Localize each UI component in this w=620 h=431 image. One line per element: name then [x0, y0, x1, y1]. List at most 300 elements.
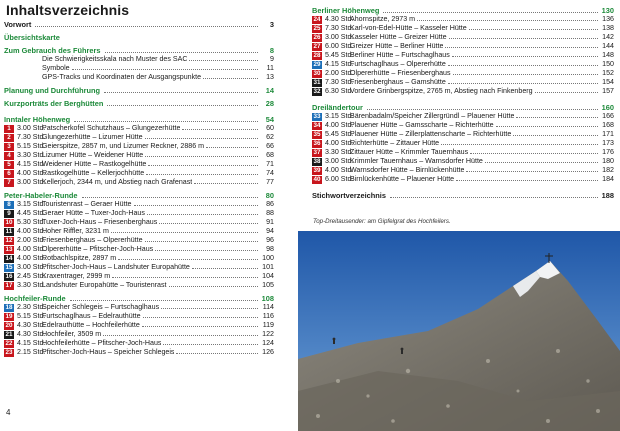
tour-number-badge: 3 [4, 143, 14, 151]
tour-duration: 3.00 Std. [325, 33, 354, 41]
tour-duration: 4.30 Std. [17, 321, 46, 329]
tour-number-badge: 7 [4, 179, 14, 187]
toc-tour-entry[interactable] [4, 178, 274, 187]
toc-page-number: 77 [266, 178, 274, 186]
dot-leader [103, 335, 258, 336]
toc-page-number: 94 [266, 227, 274, 235]
toc-entry-label: Planung und Durchführung [4, 86, 101, 95]
toc-page-number: 60 [266, 124, 274, 132]
tour-duration: 4.00 Std. [17, 169, 46, 177]
tour-number-badge: 18 [5, 304, 13, 311]
toc-page-number: 176 [602, 148, 614, 156]
tour-number-badge: 35 [313, 131, 321, 138]
toc-tour-entry[interactable] [4, 142, 274, 151]
toc-entry-label: Vordere Grinbergspitze, 2765 m, Abstieg nach Finkenberg [350, 87, 533, 95]
toc-page-number: 9 [270, 55, 274, 63]
toc-entry-label: Richterhütte – Zittauer Hütte [350, 139, 440, 147]
tour-duration: 2.30 Std. [17, 303, 46, 311]
tour-duration: 7.30 Std. [325, 24, 354, 32]
tour-duration: 5.45 Std. [325, 130, 354, 138]
toc-tour-entry[interactable] [4, 209, 274, 218]
tour-number-badge: 11 [5, 228, 13, 235]
tour-duration: 5.45 Std. [325, 51, 354, 59]
tour-number-badge: 10 [5, 219, 13, 226]
toc-page-number: 74 [266, 169, 274, 177]
toc-section-heading[interactable] [4, 33, 274, 42]
toc-tour-entry[interactable] [312, 139, 614, 148]
toc-page-number: 119 [262, 321, 274, 329]
toc-entry-label: Dreiländertour [312, 103, 363, 112]
tour-number-badge: 8 [4, 201, 14, 209]
dot-leader [146, 174, 258, 175]
toc-subentry[interactable] [4, 55, 274, 64]
tour-number-badge: 32 [313, 88, 321, 95]
toc-entry-label: Greizer Hütte – Berliner Hütte [350, 42, 444, 50]
toc-tour-entry[interactable] [4, 263, 274, 272]
toc-tour-entry[interactable] [312, 166, 614, 175]
toc-page-number: 144 [602, 42, 614, 50]
tour-duration: 4.00 Std. [325, 139, 354, 147]
tour-duration: 3.00 Std. [325, 157, 354, 165]
toc-page-number: 157 [602, 87, 614, 95]
toc-page-number: 86 [266, 200, 274, 208]
toc-page-number: 54 [265, 115, 274, 124]
tour-duration: 6.00 Std. [325, 42, 354, 50]
tour-number-badge: 34 [313, 122, 321, 129]
dot-leader [104, 92, 258, 93]
toc-tour-entry[interactable] [4, 281, 274, 290]
dot-leader [448, 83, 598, 84]
toc-entry-label: Krimmler Tauernhaus – Warnsdorfer Hütte [350, 157, 483, 165]
toc-entry-label: Furtschaglhaus – Olpererhütte [350, 60, 446, 68]
tour-number-badge: 25 [313, 25, 321, 32]
toc-entry-label: Warnsdorfer Hütte – Birnlückenhütte [350, 166, 465, 174]
dot-leader [145, 138, 258, 139]
toc-entry-label: Tuxer-Joch-Haus – Friesenberghaus [42, 218, 158, 226]
toc-tour-entry[interactable] [4, 151, 274, 160]
dot-leader [161, 308, 258, 309]
toc-entry-label: Kraxentrager, 2999 m [42, 272, 111, 280]
toc-section-heading[interactable] [4, 191, 274, 200]
toc-page-number: 104 [262, 272, 274, 280]
tour-number-badge: 6 [4, 170, 14, 178]
toc-tour-entry[interactable] [312, 15, 614, 24]
dot-leader [145, 241, 258, 242]
toc-page-number: 188 [601, 191, 614, 200]
dot-leader [516, 117, 598, 118]
toc-page-number: 66 [266, 142, 274, 150]
toc-tour-entry[interactable] [4, 245, 274, 254]
tour-duration: 7.30 Std. [17, 133, 46, 141]
tour-duration: 4.45 Std. [17, 209, 46, 217]
toc-tour-entry[interactable] [4, 200, 274, 209]
toc-entry-label: Karl-von-Edel-Hütte – Kasseler Hütte [350, 24, 467, 32]
toc-entry-label: Bärenbadalm/Speicher Zillergründl – Plauener Hütte [350, 112, 515, 120]
tour-duration: 4.15 Std. [17, 160, 46, 168]
toc-left-column [4, 20, 274, 357]
tour-duration: 3.15 Std. [325, 112, 354, 120]
dot-leader [203, 78, 258, 79]
tour-duration: 2.00 Std. [325, 69, 354, 77]
toc-tour-entry[interactable] [312, 51, 614, 60]
dot-leader [513, 135, 598, 136]
toc-entry-label: Friesenberghaus – Gamshütte [350, 78, 446, 86]
tour-number-badge: 17 [5, 282, 13, 289]
tour-number-badge: 31 [313, 79, 321, 86]
toc-tour-entry[interactable] [4, 321, 274, 330]
toc-page-number: 124 [262, 339, 274, 347]
dot-leader [70, 300, 258, 301]
toc-subentry[interactable] [4, 64, 274, 73]
tour-duration: 5.30 Std. [17, 218, 46, 226]
toc-entry-label: Edelrauthütte – Hochfeilerhütte [42, 321, 140, 329]
dot-leader [159, 223, 258, 224]
toc-tour-entry[interactable] [312, 87, 614, 96]
dot-leader [134, 205, 259, 206]
toc-entry-label: Hochfeiler, 3509 m [42, 330, 102, 338]
tour-duration: 4.00 Std. [17, 227, 46, 235]
tour-duration: 3.00 Std. [17, 178, 46, 186]
tour-duration: 2.45 Std. [17, 272, 46, 280]
toc-page-number: 80 [265, 191, 274, 200]
toc-page-number: 152 [602, 69, 614, 77]
toc-tour-entry[interactable] [312, 157, 614, 166]
toc-tour-entry[interactable] [312, 78, 614, 87]
tour-number-badge: 38 [313, 158, 321, 165]
toc-entry-label: Hochfeiler-Runde [4, 294, 66, 303]
tour-number-badge: 24 [313, 16, 321, 23]
tour-duration: 4.15 Std. [17, 339, 46, 347]
dot-leader [453, 74, 598, 75]
toc-entry-label: Berliner Höhenweg [312, 6, 380, 15]
toc-section-heading[interactable] [4, 294, 274, 303]
toc-page-number: 184 [602, 175, 614, 183]
tour-duration: 4.15 Std. [325, 60, 354, 68]
toc-entry-label: Furtschaglhaus – Edelrauthütte [42, 312, 141, 320]
spacer [4, 108, 274, 115]
toc-tour-entry[interactable] [4, 254, 274, 263]
toc-entry-label: Lizumer Hütte – Weidener Hütte [42, 151, 144, 159]
toc-tour-entry[interactable] [312, 121, 614, 130]
toc-page-number: 114 [262, 303, 274, 311]
toc-entry-label: Geraer Hütte – Tuxer-Joch-Haus [42, 209, 145, 217]
toc-tour-entry[interactable] [312, 60, 614, 69]
toc-tour-entry[interactable] [4, 169, 274, 178]
photo-caption: Top-Dreitausender: am Gipfelgrat des Hochfeilers. [313, 218, 451, 225]
tour-duration: 6.00 Std. [325, 175, 354, 183]
toc-entry-label: Speicher Schlegeis – Furtschaglhaus [42, 303, 160, 311]
tour-duration: 4.00 Std. [325, 166, 354, 174]
toc-tour-entry[interactable] [312, 42, 614, 51]
toc-tour-entry[interactable] [4, 339, 274, 348]
dot-leader [383, 12, 598, 13]
dot-leader [142, 326, 258, 327]
tour-duration: 5.15 Std. [17, 312, 46, 320]
dot-leader [107, 105, 258, 106]
toc-tour-entry[interactable] [4, 303, 274, 312]
toc-tour-entry[interactable] [312, 148, 614, 157]
dot-leader [148, 165, 258, 166]
toc-tour-entry[interactable] [4, 272, 274, 281]
toc-entry-label: Rastkogelhütte – Kellerjochhütte [42, 169, 145, 177]
toc-entry-label: Weidener Hütte – Rastkogelhütte [42, 160, 147, 168]
tour-number-badge: 5 [4, 161, 14, 169]
toc-page-number: 122 [262, 330, 274, 338]
tour-duration: 4.00 Std. [17, 254, 46, 262]
toc-page-number: 100 [262, 254, 274, 262]
toc-page-number: 180 [602, 157, 614, 165]
dot-leader [163, 344, 258, 345]
toc-section-heading[interactable] [312, 6, 614, 15]
toc-page-number: 150 [602, 60, 614, 68]
toc-entry-label: Pfitscher-Joch-Haus – Speicher Schlegeis [42, 348, 175, 356]
dot-leader [111, 232, 258, 233]
toc-tour-entry[interactable] [4, 236, 274, 245]
tour-duration: 2.00 Std. [17, 236, 46, 244]
tour-number-badge: 29 [313, 61, 321, 68]
toc-entry-label: Pfitscher-Joch-Haus – Landshuter Europahütte [42, 263, 190, 271]
toc-page-number: 68 [266, 151, 274, 159]
dot-leader [147, 214, 258, 215]
dot-leader [82, 197, 258, 198]
dot-leader [194, 183, 258, 184]
dot-leader [449, 38, 598, 39]
toc-section-heading[interactable] [4, 20, 274, 29]
toc-entry-label: Olpererhütte – Pfitscher-Joch-Haus [42, 245, 154, 253]
toc-section-heading[interactable] [312, 191, 614, 200]
toc-entry-label: Hoher Riffler, 3231 m [42, 227, 109, 235]
dot-leader [189, 60, 258, 61]
toc-entry-label: Peter-Habeler-Runde [4, 191, 78, 200]
toc-tour-entry[interactable] [4, 312, 274, 321]
toc-entry-label: Rotbachlspitze, 2897 m [42, 254, 117, 262]
tour-number-badge: 27 [313, 43, 321, 50]
toc-page-number: 182 [602, 166, 614, 174]
toc-entry-label: Olpererhütte – Friesenberghaus [350, 69, 451, 77]
tour-duration: 5.15 Std. [17, 142, 46, 150]
tour-number-badge: 15 [5, 264, 13, 271]
dot-leader [145, 156, 258, 157]
toc-entry-label: Zittauer Hütte – Krimmler Tauernhaus [350, 148, 469, 156]
toc-tour-entry[interactable] [312, 33, 614, 42]
toc-subentry[interactable] [4, 73, 274, 82]
toc-page-number: 171 [602, 130, 614, 138]
toc-page-number: 130 [601, 6, 614, 15]
dot-leader [452, 56, 598, 57]
tour-number-badge: 36 [313, 140, 321, 147]
toc-page-number: 108 [261, 294, 274, 303]
toc-page-number: 71 [266, 160, 274, 168]
toc-entry-label: Inntaler Höhenweg [4, 115, 71, 124]
tour-number-badge: 26 [313, 34, 321, 41]
toc-tour-entry[interactable] [4, 227, 274, 236]
dot-leader [445, 47, 598, 48]
toc-entry-label: Vorwort [4, 20, 32, 29]
tour-number-badge: 13 [5, 246, 13, 253]
tour-duration: 4.30 Std. [325, 15, 354, 23]
toc-tour-entry[interactable] [4, 330, 274, 339]
toc-tour-entry[interactable] [4, 124, 274, 133]
toc-tour-entry[interactable] [312, 130, 614, 139]
dot-leader [143, 317, 258, 318]
tour-number-badge: 19 [5, 313, 13, 320]
toc-entry-label: Berliner Hütte – Furtschaglhaus [350, 51, 450, 59]
toc-section-heading[interactable] [4, 115, 274, 124]
mountain-photo-svg [298, 231, 620, 431]
tour-duration: 4.30 Std. [17, 330, 46, 338]
toc-page-number: 91 [266, 218, 274, 226]
toc-page-number: 88 [266, 209, 274, 217]
dot-leader [485, 162, 598, 163]
tour-number-badge: 23 [5, 349, 13, 356]
page-title: Inhaltsverzeichnis [6, 2, 130, 18]
toc-tour-entry[interactable] [4, 160, 274, 169]
toc-page-number: 138 [602, 24, 614, 32]
toc-entry-label: Die Schwierigkeitsskala nach Muster des SAC [42, 55, 188, 63]
tour-number-badge: 16 [5, 273, 13, 280]
dot-leader [470, 153, 598, 154]
toc-page-number: 166 [602, 112, 614, 120]
toc-page-number: 13 [266, 73, 274, 81]
toc-section-heading[interactable] [4, 46, 274, 55]
tour-duration: 3.00 Std. [17, 263, 46, 271]
dot-leader [118, 259, 258, 260]
dot-leader [448, 65, 598, 66]
toc-tour-entry[interactable] [4, 348, 274, 357]
dot-leader [72, 69, 258, 70]
tour-duration: 4.00 Std. [325, 121, 354, 129]
tour-number-badge: 1 [4, 125, 14, 133]
toc-page-number: 160 [601, 103, 614, 112]
toc-page-number: 154 [602, 78, 614, 86]
toc-entry-label: Friesenberghaus – Olpererhütte [42, 236, 143, 244]
toc-page-number: 11 [266, 64, 274, 72]
toc-page-number: 101 [262, 263, 274, 271]
dot-leader [206, 147, 258, 148]
tour-number-badge: 20 [5, 322, 13, 329]
dot-leader [105, 52, 258, 53]
tour-number-badge: 14 [5, 255, 13, 262]
toc-page-number: 62 [266, 133, 274, 141]
toc-entry-label: Birnlückenhütte – Plauener Hütte [350, 175, 455, 183]
toc-entry-label: Kasseler Hütte – Greizer Hütte [350, 33, 447, 41]
dot-leader [496, 126, 598, 127]
tour-number-badge: 22 [5, 340, 13, 347]
tour-number-badge: 30 [313, 70, 321, 77]
toc-section-heading[interactable] [312, 103, 614, 112]
toc-right-column [312, 6, 614, 200]
toc-entry-label: Plauener Hütte – Gamsscharte – Richterhütte [350, 121, 494, 129]
toc-page-number: 136 [602, 15, 614, 23]
toc-page-number: 3 [269, 20, 274, 29]
tour-number-badge: 2 [4, 134, 14, 142]
tour-duration: 3.00 Std. [17, 124, 46, 132]
dot-leader [182, 129, 258, 130]
toc-entry-label: Geierspitze, 2857 m, und Lizumer Reckner, 2886 m [42, 142, 205, 150]
dot-leader [112, 277, 258, 278]
toc-entry-label: Touristenrast – Geraer Hütte [42, 200, 132, 208]
toc-page-number: 168 [602, 121, 614, 129]
dot-leader [35, 26, 258, 27]
dot-leader [169, 286, 259, 287]
dot-leader [74, 121, 258, 122]
toc-entry-label: Patscherkofel Schutzhaus – Glungezerhütte [42, 124, 181, 132]
toc-page-number: 96 [266, 236, 274, 244]
toc-page-number: 142 [602, 33, 614, 41]
dot-leader [441, 144, 598, 145]
toc-page-number: 148 [602, 51, 614, 59]
dot-leader [176, 353, 258, 354]
toc-tour-entry[interactable] [312, 175, 614, 184]
tour-number-badge: 9 [4, 210, 14, 218]
toc-entry-label: Glungezerhütte – Lizumer Hütte [42, 133, 143, 141]
spacer [312, 184, 614, 191]
toc-tour-entry[interactable] [4, 218, 274, 227]
spacer [312, 96, 614, 103]
tour-number-badge: 37 [313, 149, 321, 156]
dot-leader [535, 92, 598, 93]
toc-entry-label: Landshuter Europahütte – Touristenrast [42, 281, 167, 289]
dot-leader [155, 250, 258, 251]
tour-number-badge: 21 [5, 331, 13, 338]
tour-duration: 7.30 Std. [325, 78, 354, 86]
toc-section-heading[interactable] [4, 86, 274, 95]
toc-page-number: 126 [262, 348, 274, 356]
toc-page-number: 173 [602, 139, 614, 147]
tour-number-badge: 33 [313, 113, 321, 120]
tour-number-badge: 12 [5, 237, 13, 244]
tour-duration: 3.30 Std. [17, 151, 46, 159]
dot-leader [390, 197, 598, 198]
toc-entry-label: Übersichtskarte [4, 33, 60, 42]
tour-duration: 4.00 Std. [17, 245, 46, 253]
dot-leader [417, 20, 598, 21]
toc-tour-entry[interactable] [4, 133, 274, 142]
tour-number-badge: 28 [313, 52, 321, 59]
dot-leader [466, 171, 598, 172]
toc-tour-entry[interactable] [312, 69, 614, 78]
tour-duration: 3.30 Std. [325, 148, 354, 156]
toc-entry-label: Ahornspitze, 2973 m [350, 15, 416, 23]
toc-page-number: 28 [265, 99, 274, 108]
dot-leader [367, 109, 598, 110]
toc-entry-label: Zum Gebrauch des Führers [4, 46, 101, 55]
toc-page-number: 98 [266, 245, 274, 253]
tour-number-badge: 39 [313, 167, 321, 174]
tour-duration: 3.15 Std. [17, 200, 46, 208]
tour-number-badge: 40 [313, 176, 321, 183]
tour-duration: 2.15 Std. [17, 348, 46, 356]
toc-tour-entry[interactable] [312, 24, 614, 33]
toc-page-number: 14 [265, 86, 274, 95]
toc-page-number: 116 [262, 312, 274, 320]
toc-entry-label: Kellerjoch, 2344 m, und Abstieg nach Grafenast [42, 178, 193, 186]
tour-number-badge: 4 [4, 152, 14, 160]
toc-page-number: 8 [269, 46, 274, 55]
toc-page-number: 105 [262, 281, 274, 289]
toc-entry-label: Hochfeilerhütte – Pfitscher-Joch-Haus [42, 339, 162, 347]
dot-leader [469, 29, 598, 30]
tour-duration: 3.30 Std. [17, 281, 46, 289]
mountain-photo [298, 231, 620, 431]
toc-tour-entry[interactable] [312, 112, 614, 121]
toc-entry-label: GPS-Tracks und Koordinaten der Ausgangspunkte [42, 73, 202, 81]
page-number: 4 [6, 408, 11, 417]
toc-section-heading[interactable] [4, 99, 274, 108]
toc-entry-label: Plauener Hütte – Zillerplattenscharte – Richterhütte [350, 130, 512, 138]
dot-leader [456, 180, 598, 181]
toc-entry-label: Kurzporträts der Berghütten [4, 99, 104, 108]
